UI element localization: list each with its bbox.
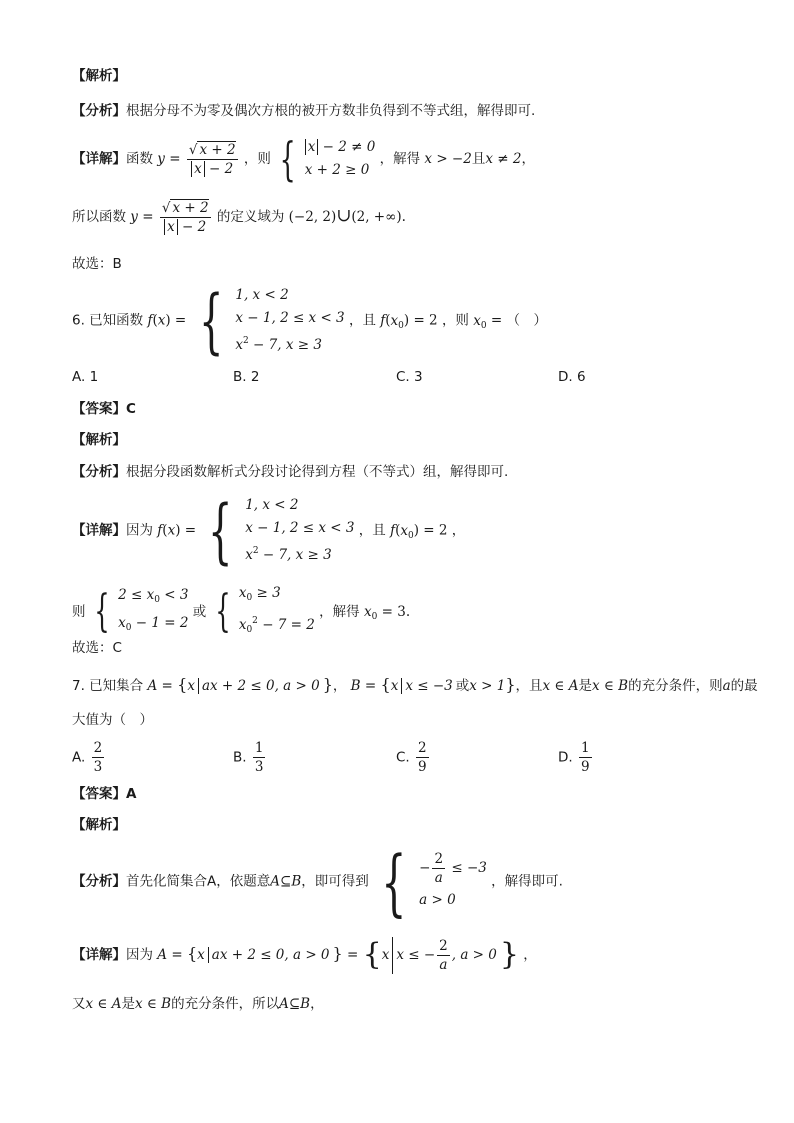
q7-jiexi-heading: 【解析】 [72, 817, 126, 833]
q6-piecewise: 1, x < 2 x − 1, 2 ≤ x < 3 $x^2 - 7$, x ≥ 3 [235, 287, 345, 353]
q6-option-b: B. 2 [233, 369, 260, 385]
q6-analysis: 【分析】根据分段函数解析式分段讨论得到方程（不等式）组，解得即可. [72, 464, 509, 480]
q7-stem-line2: 大值为（ ） [72, 712, 153, 728]
q7-option-c: C. $\frac{2}{9}$ [396, 740, 427, 775]
q5-jiexi-heading: 【解析】 [72, 68, 126, 84]
q5-answer: 故选：B [72, 256, 122, 272]
q5-detail: 【详解】函数 y = $\frac{√ x + 2}{x - 2}$ ，则 { x − 2 ≠ 0 x + 2 ≥ 0 ，解得 x > −2且x ≠ 2， [72, 132, 535, 186]
q5-inequality-system: x − 2 ≠ 0 x + 2 ≥ 0 [304, 139, 376, 178]
q7-option-b: B. $\frac{1}{3}$ [233, 740, 264, 775]
q7-analysis: 【分析】首先化简集合A，依题意A⊆B，即可得到 { − $\frac{2}{a}$ ≤ −3 a > 0 ，解得即可. [72, 839, 563, 924]
q6-answer-tag: 【答案】C [72, 401, 136, 417]
q7-option-d: D. $\frac{1}{9}$ [558, 740, 590, 775]
q7-answer-tag: 【答案】A [72, 786, 137, 802]
q7-option-a: A. $\frac{2}{3}$ [72, 740, 103, 775]
q5-analysis: 【分析】根据分母不为零及偶次方根的被开方数非负得到不等式组，解得即可. [72, 103, 536, 119]
q6-jiexi-heading: 【解析】 [72, 432, 126, 448]
q6-option-c: C. 3 [396, 369, 423, 385]
q6-detail: 【详解】因为 f(x) = { 1, x < 2 x − 1, 2 ≤ x < 3 $x^2 - 7$, x ≥ 3 ，且 $f(x_0) = 2$ ， [72, 489, 466, 572]
q5-fraction: $\frac{√ x + 2}{x - 2}$ [188, 141, 236, 177]
q5-domain: 所以函数 y = $\frac{√ x + 2}{x - 2}$ 的定义域为 (−2, 2)∪(2, +∞). [72, 199, 406, 235]
q6-option-d: D. 6 [558, 369, 586, 385]
q6-stem: 6. 已知函数 f(x) = { 1, x < 2 x − 1, 2 ≤ x < 3 $x^2 - 7$, x ≥ 3 ，且 $f(x_0) = 2$ ，则 $x_0$ = （ ） [72, 279, 547, 362]
q7-conclusion: 又x ∈ A是x ∈ B的充分条件，所以A⊆B， [72, 996, 324, 1012]
q6-answer: 故选：C [72, 640, 122, 656]
q7-stem-line1: 7. 已知集合 A = {x ax + 2 ≤ 0, a > 0 }， B = {x x ≤ −3 或x > 1}，且x ∈ A是x ∈ B的充分条件，则a的最 [72, 675, 758, 694]
q6-solution: 则 { $2 \le x_0 < 3$ $x_0 - 1 = 2$ 或 { $x_0 \ge 3$ $x_0^2 - 7 = 2$ ，解得 $x_0 = 3$. [72, 585, 411, 637]
q7-detail: 【详解】因为 A = {x ax + 2 ≤ 0, a > 0 } = {x x ≤ − $\frac{2}{a}$ , a > 0 } ， [72, 937, 537, 973]
q6-option-a: A. 1 [72, 369, 99, 385]
